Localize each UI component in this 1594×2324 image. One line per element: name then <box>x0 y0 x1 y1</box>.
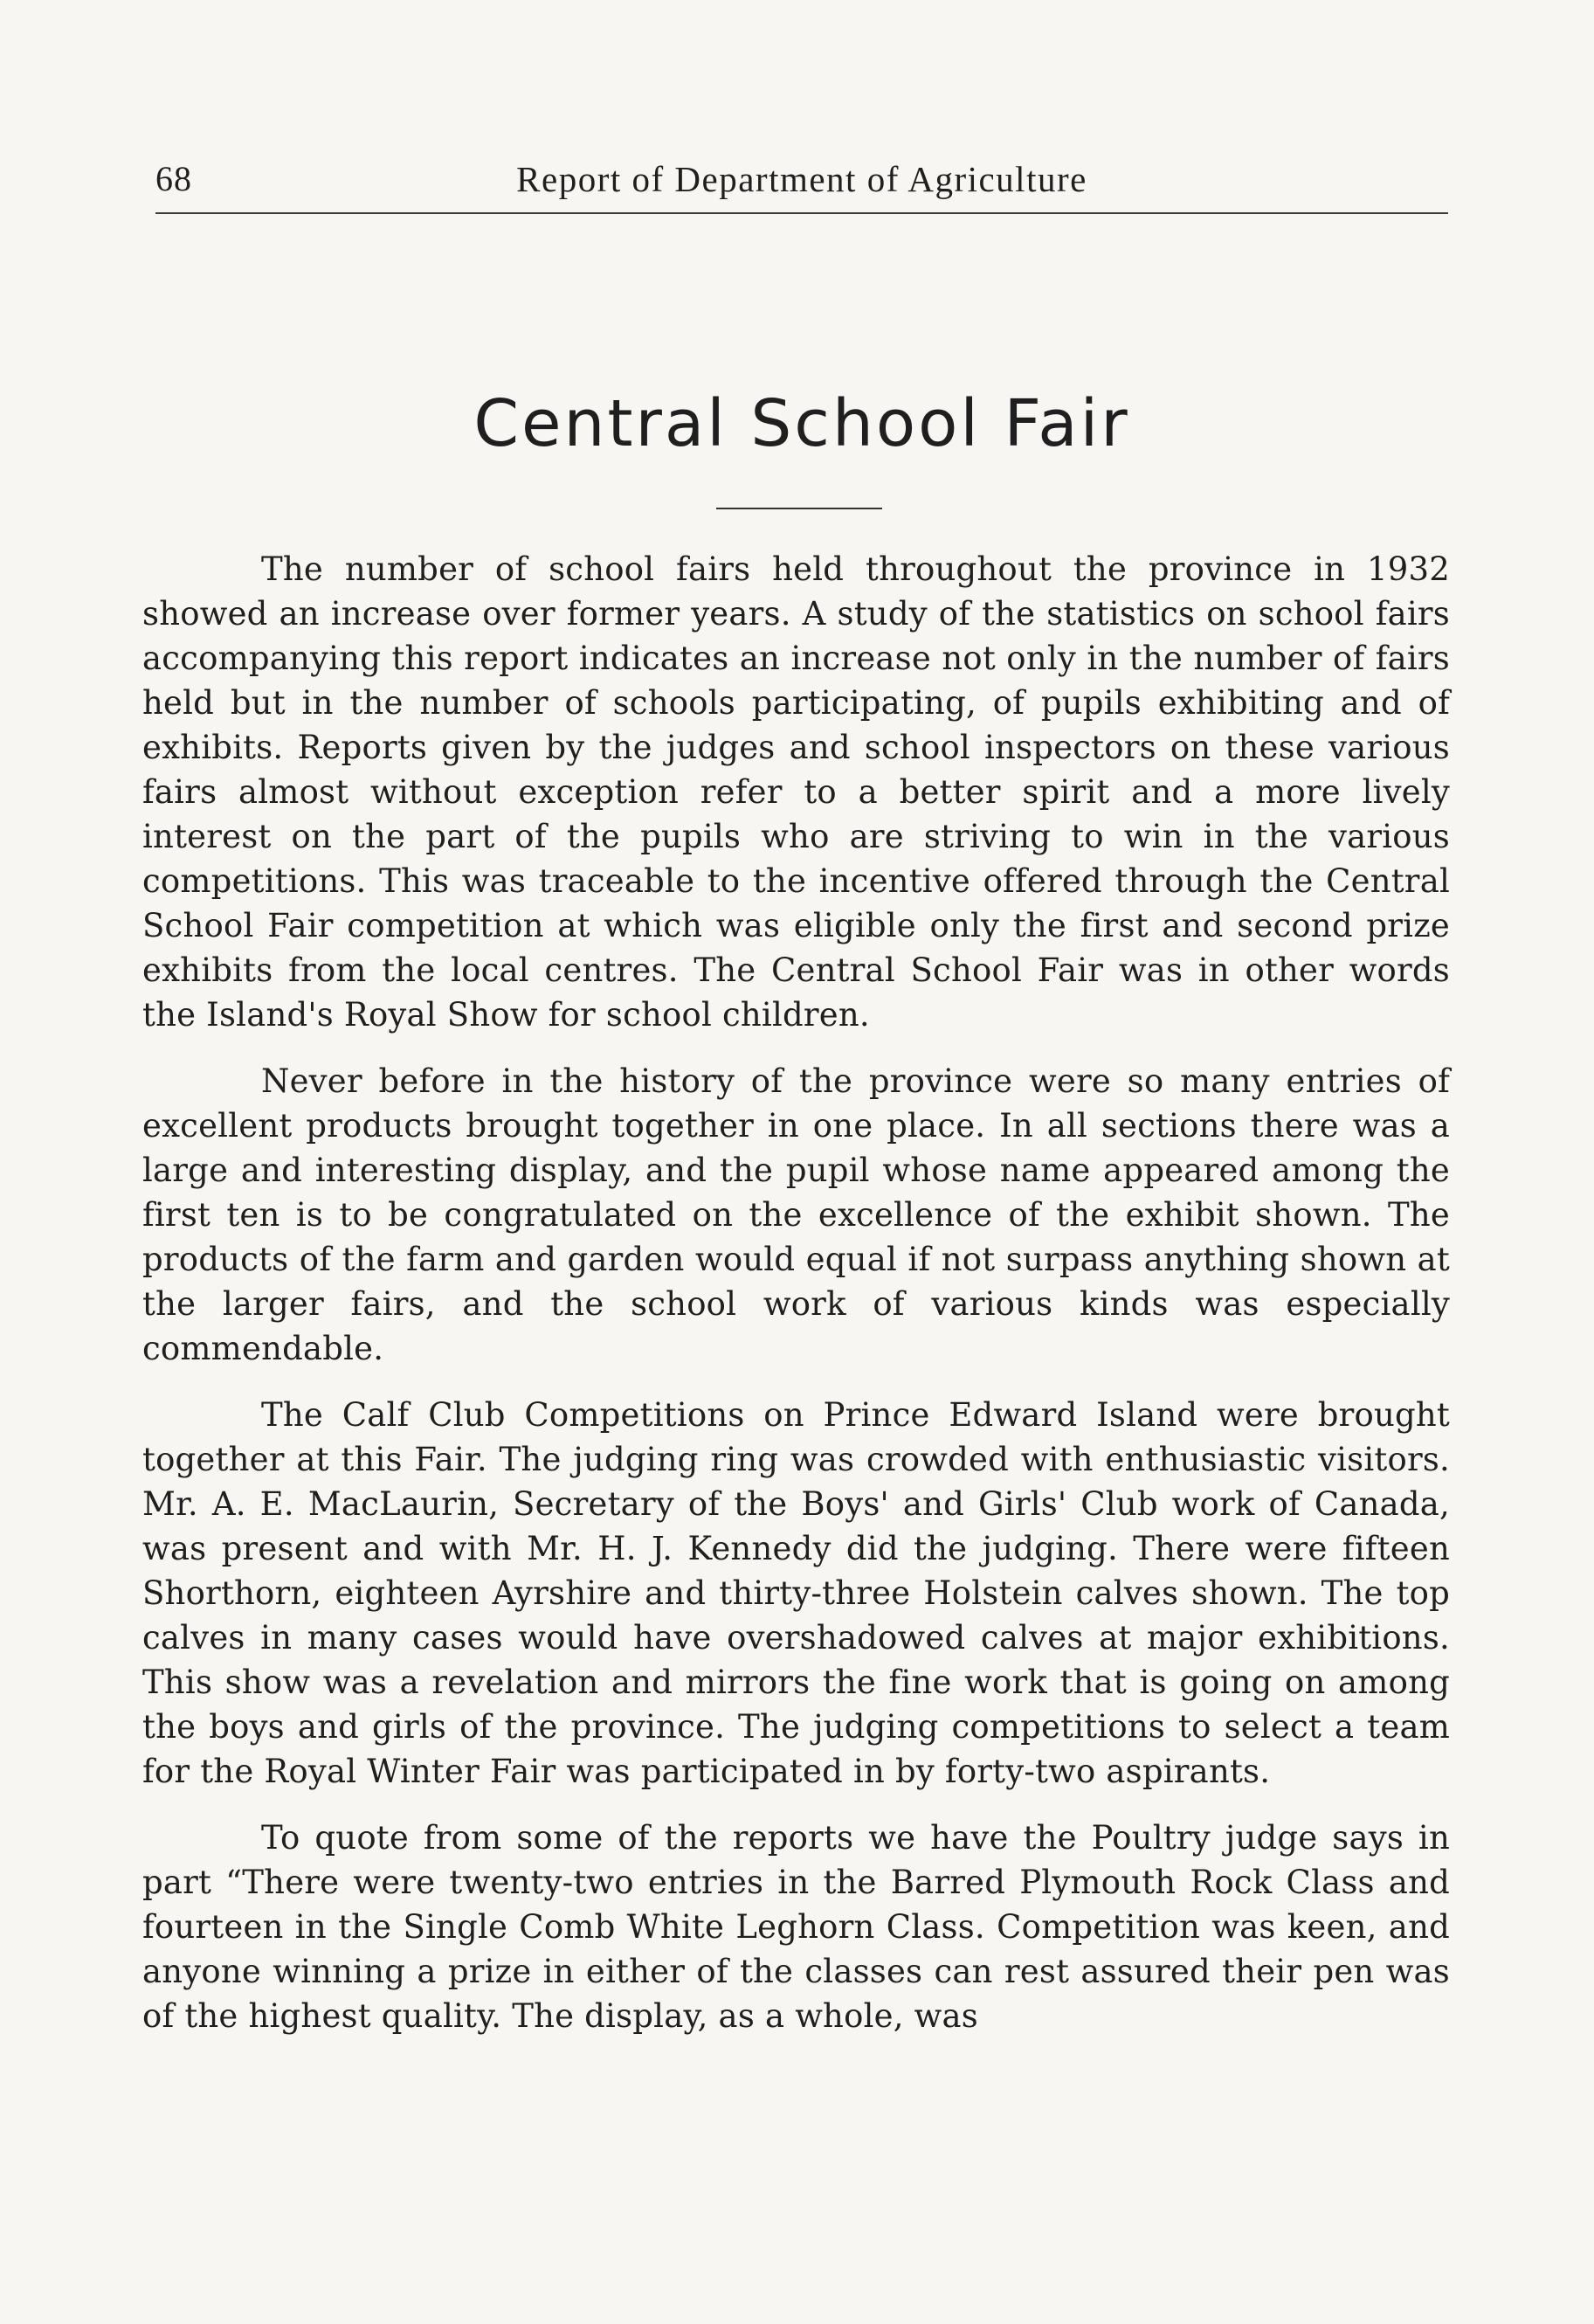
paragraph-4: To quote from some of the reports we have the Poultry judge says in part “There were twenty-two entries in the Barred Plymouth Rock Class and fourteen in the Single Comb White Leghorn Class. Competition was keen, and anyone winning a prize in either of the classes can rest assured their pen was of the highest quality. The display, as a whole, was <box>142 1819 1450 2035</box>
page-number: 68 <box>155 159 192 198</box>
title-underline <box>716 508 882 509</box>
article-title: Central School Fair <box>473 386 1130 461</box>
paragraph-1: The number of school fairs held throughout the province in 1932 showed an increase over former years. A study of the statistics on school fairs accompanying this report indicates an increase not only in the number of fairs held but in the number of schools participating, of pupils exhibiting and of exhibits. Reports given by the judges and school inspectors on these various fairs almost without exception refer to a better spirit and a more lively interest on the part of the pupils who are striving to win in the various competitions. This was traceable to the incentive offered through the Central School Fair competition at which was eligible only the first and second prize exhibits from the local centres. The Central School Fair was in other words the Island's Royal Show for school children. <box>142 550 1450 1034</box>
paragraph-2: Never before in the history of the province were so many entries of excellent products brought together in one place. In all sections there was a large and interesting display, and the pupil whose name appeared among the first ten is to be congratulated on the excellence of the exhibit shown. The products of the farm and garden would equal if not surpass anything shown at the larger fairs, and the school work of various kinds was especially commendable. <box>142 1062 1450 1367</box>
running-title: Report of Department of Agriculture <box>516 159 1087 199</box>
paragraph-3: The Calf Club Competitions on Prince Edward Island were brought together at this Fair. The judging ring was crowded with enthusiastic visitors. Mr. A. E. MacLaurin, Secretary of the Boys' and Girls' Club work of Canada, was present and with Mr. H. J. Kennedy did the judging. There were fifteen Shorthorn, eighteen Ayrshire and thirty-three Holstein calves shown. The top calves in many cases would have overshadowed calves at major exhibitions. This show was a revelation and mirrors the fine work that is going on among the boys and girls of the province. The judging competitions to select a team for the Royal Winter Fair was participated in by forty-two aspirants. <box>142 1396 1450 1790</box>
running-head <box>155 156 1448 203</box>
article-body <box>142 547 1450 2060</box>
header-divider <box>155 212 1448 214</box>
